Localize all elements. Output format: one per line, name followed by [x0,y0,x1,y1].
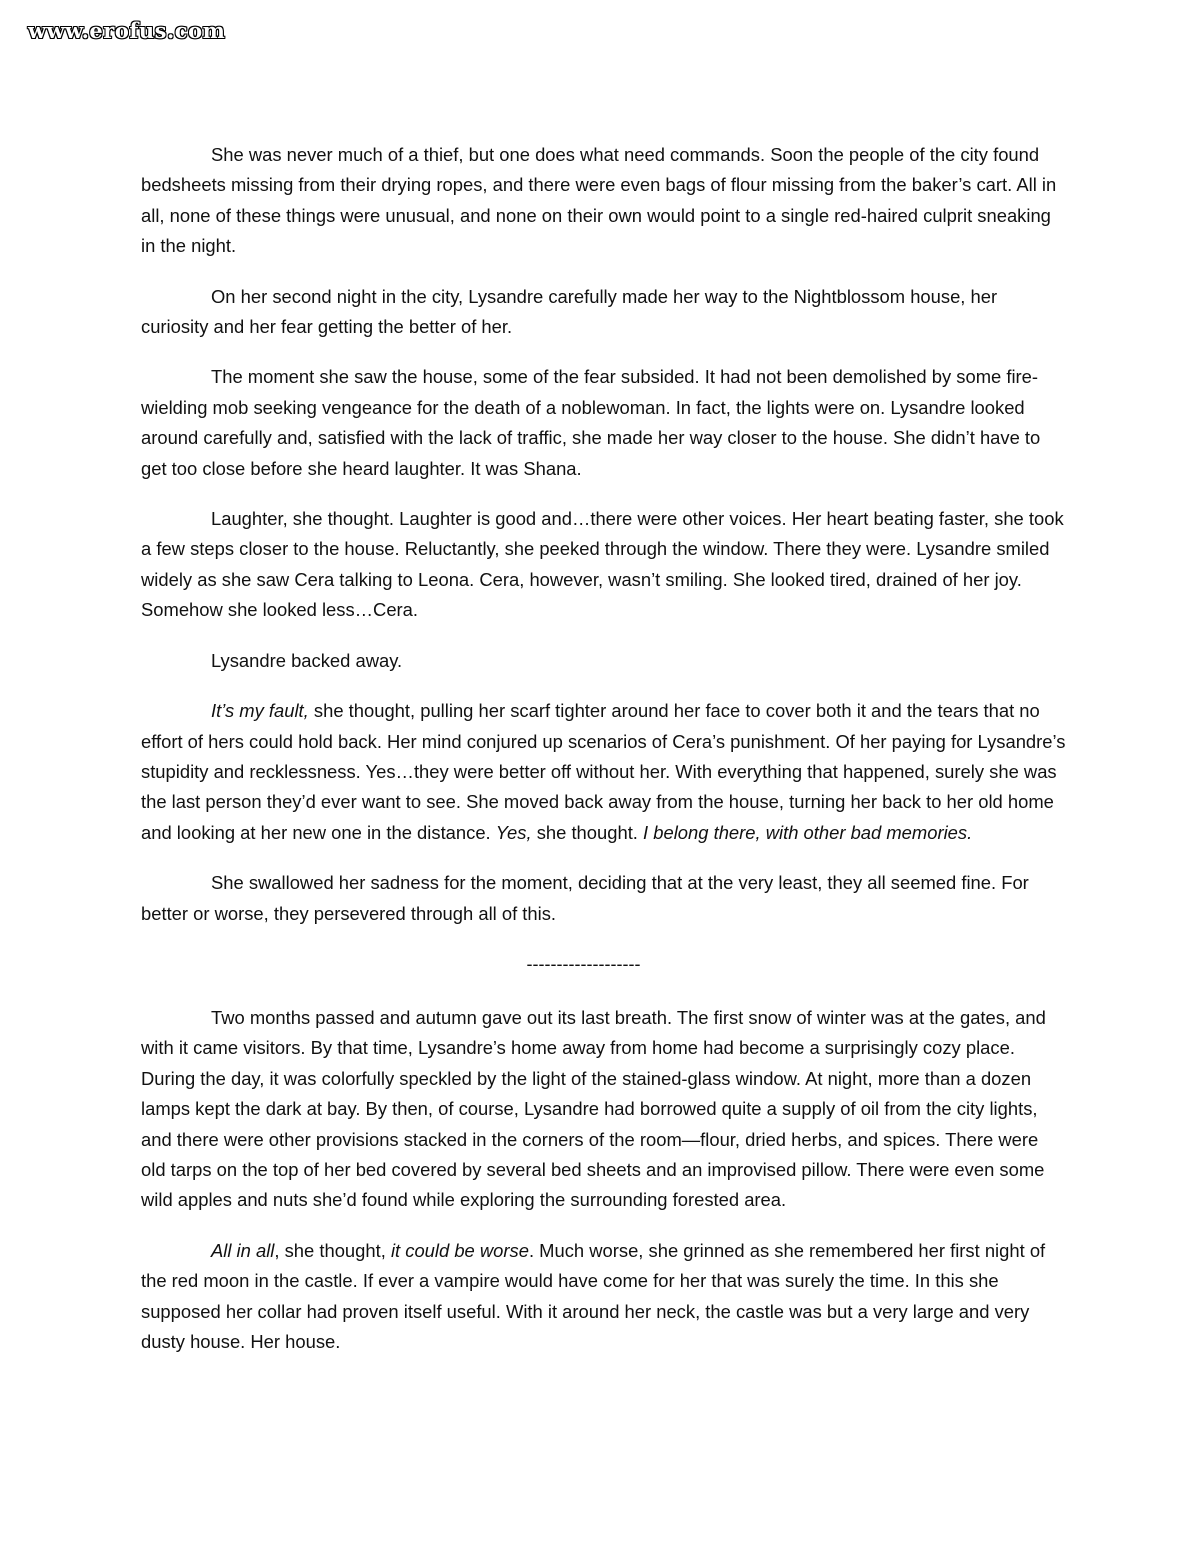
text-run: she thought. [531,821,644,843]
italic-text-run: It’s my fault, [211,700,309,722]
text-run: Lysandre backed away. [211,649,403,671]
text-run: Two months passed and autumn gave out its last breath. The first snow of winter was at the gates, and with it came visitors. By that time, Lysandre’s home away from home had become a surprisingly cozy place. During the day, it was colorfully speckled by the light of the stained-glass window. At night, more than a dozen lamps kept the dark at bay. By then, of course, Lysandre had borrowed quite a supply of oil from the city lights, and there were other provisions stacked in the corners of the room—flour, dried herbs, and spices. There were old tarps on the top of her bed covered by several bed sheets and an improvised pillow. There were even some wild apples and nuts she’d found while exploring the surrounding forested area. [141,1006,1046,1211]
paragraph-p5 [141,646,1066,676]
italic-text-run: Yes, [495,821,532,843]
text-run: she thought, pulling her scarf tighter around her face to cover both it and the tears that no effort of hers could hold back. Her mind conjured up scenarios of Cera’s punishment. Of her paying for Lysandre’s stupidity and recklessness. Yes…they were better off without her. With everything that happened, surely she was the last person they’d ever want to see. She moved back away from the house, turning her back to her old home and looking at her new one in the distance. [141,700,1066,843]
italic-text-run: All in all [211,1239,275,1261]
italic-text-run: it could be worse [390,1239,529,1261]
paragraph-p7 [141,868,1066,929]
paragraph-p9 [141,1236,1066,1358]
watermark-logo: www.erofus.com [28,18,226,43]
text-run: She was never much of a thief, but one does what need commands. Soon the people of the city found bedsheets missing from their drying ropes, and there were even bags of flour missing from the baker’s cart. All in all, none of these things were unusual, and none on their own would point to a single red-haired culprit sneaking in the night. [141,144,1057,257]
document-page [141,140,1066,1377]
paragraph-p6 [141,696,1066,848]
italic-text-run: I belong there, with other bad memories. [643,821,973,843]
paragraph-p2 [141,282,1066,343]
paragraph-p4 [141,504,1066,626]
text-run: She swallowed her sadness for the moment, deciding that at the very least, they all seemed fine. For better or worse, they persevered through all of this. [141,872,1029,924]
paragraph-p3 [141,362,1066,484]
section-before-separator [141,140,1066,929]
paragraph-p8 [141,1003,1066,1216]
text-run: Laughter, she thought. Laughter is good and…there were other voices. Her heart beating faster, she took a few steps closer to the house. Reluctantly, she peeked through the window. There they were. Lysandre smiled widely as she saw Cera talking to Leona. Cera, however, wasn’t smiling. She looked tired, drained of her joy. Somehow she looked less…Cera. [141,508,1064,621]
text-run: The moment she saw the house, some of the fear subsided. It had not been demolished by some fire-wielding mob seeking vengeance for the death of a noblewoman. In fact, the lights were on. Lysandre looked around carefully and, satisfied with the lack of traffic, she made her way closer to the house. She didn’t have to get too close before she heard laughter. It was Shana. [141,366,1041,479]
text-run: , she thought, [274,1239,391,1261]
text-run: On her second night in the city, Lysandre carefully made her way to the Nightblossom house, her curiosity and her fear getting the better of her. [141,285,998,338]
text-run: . Much worse, she grinned as she remembered her first night of the red moon in the castle. If ever a vampire would have come for her that was surely the time. In this she supposed her collar had proven itself useful. With it around her neck, the castle was but a very large and very dusty house. Her house. [141,1239,1046,1352]
paragraph-p1 [141,140,1066,262]
scene-separator: ------------------- [526,953,641,974]
section-after-separator [141,1003,1066,1357]
